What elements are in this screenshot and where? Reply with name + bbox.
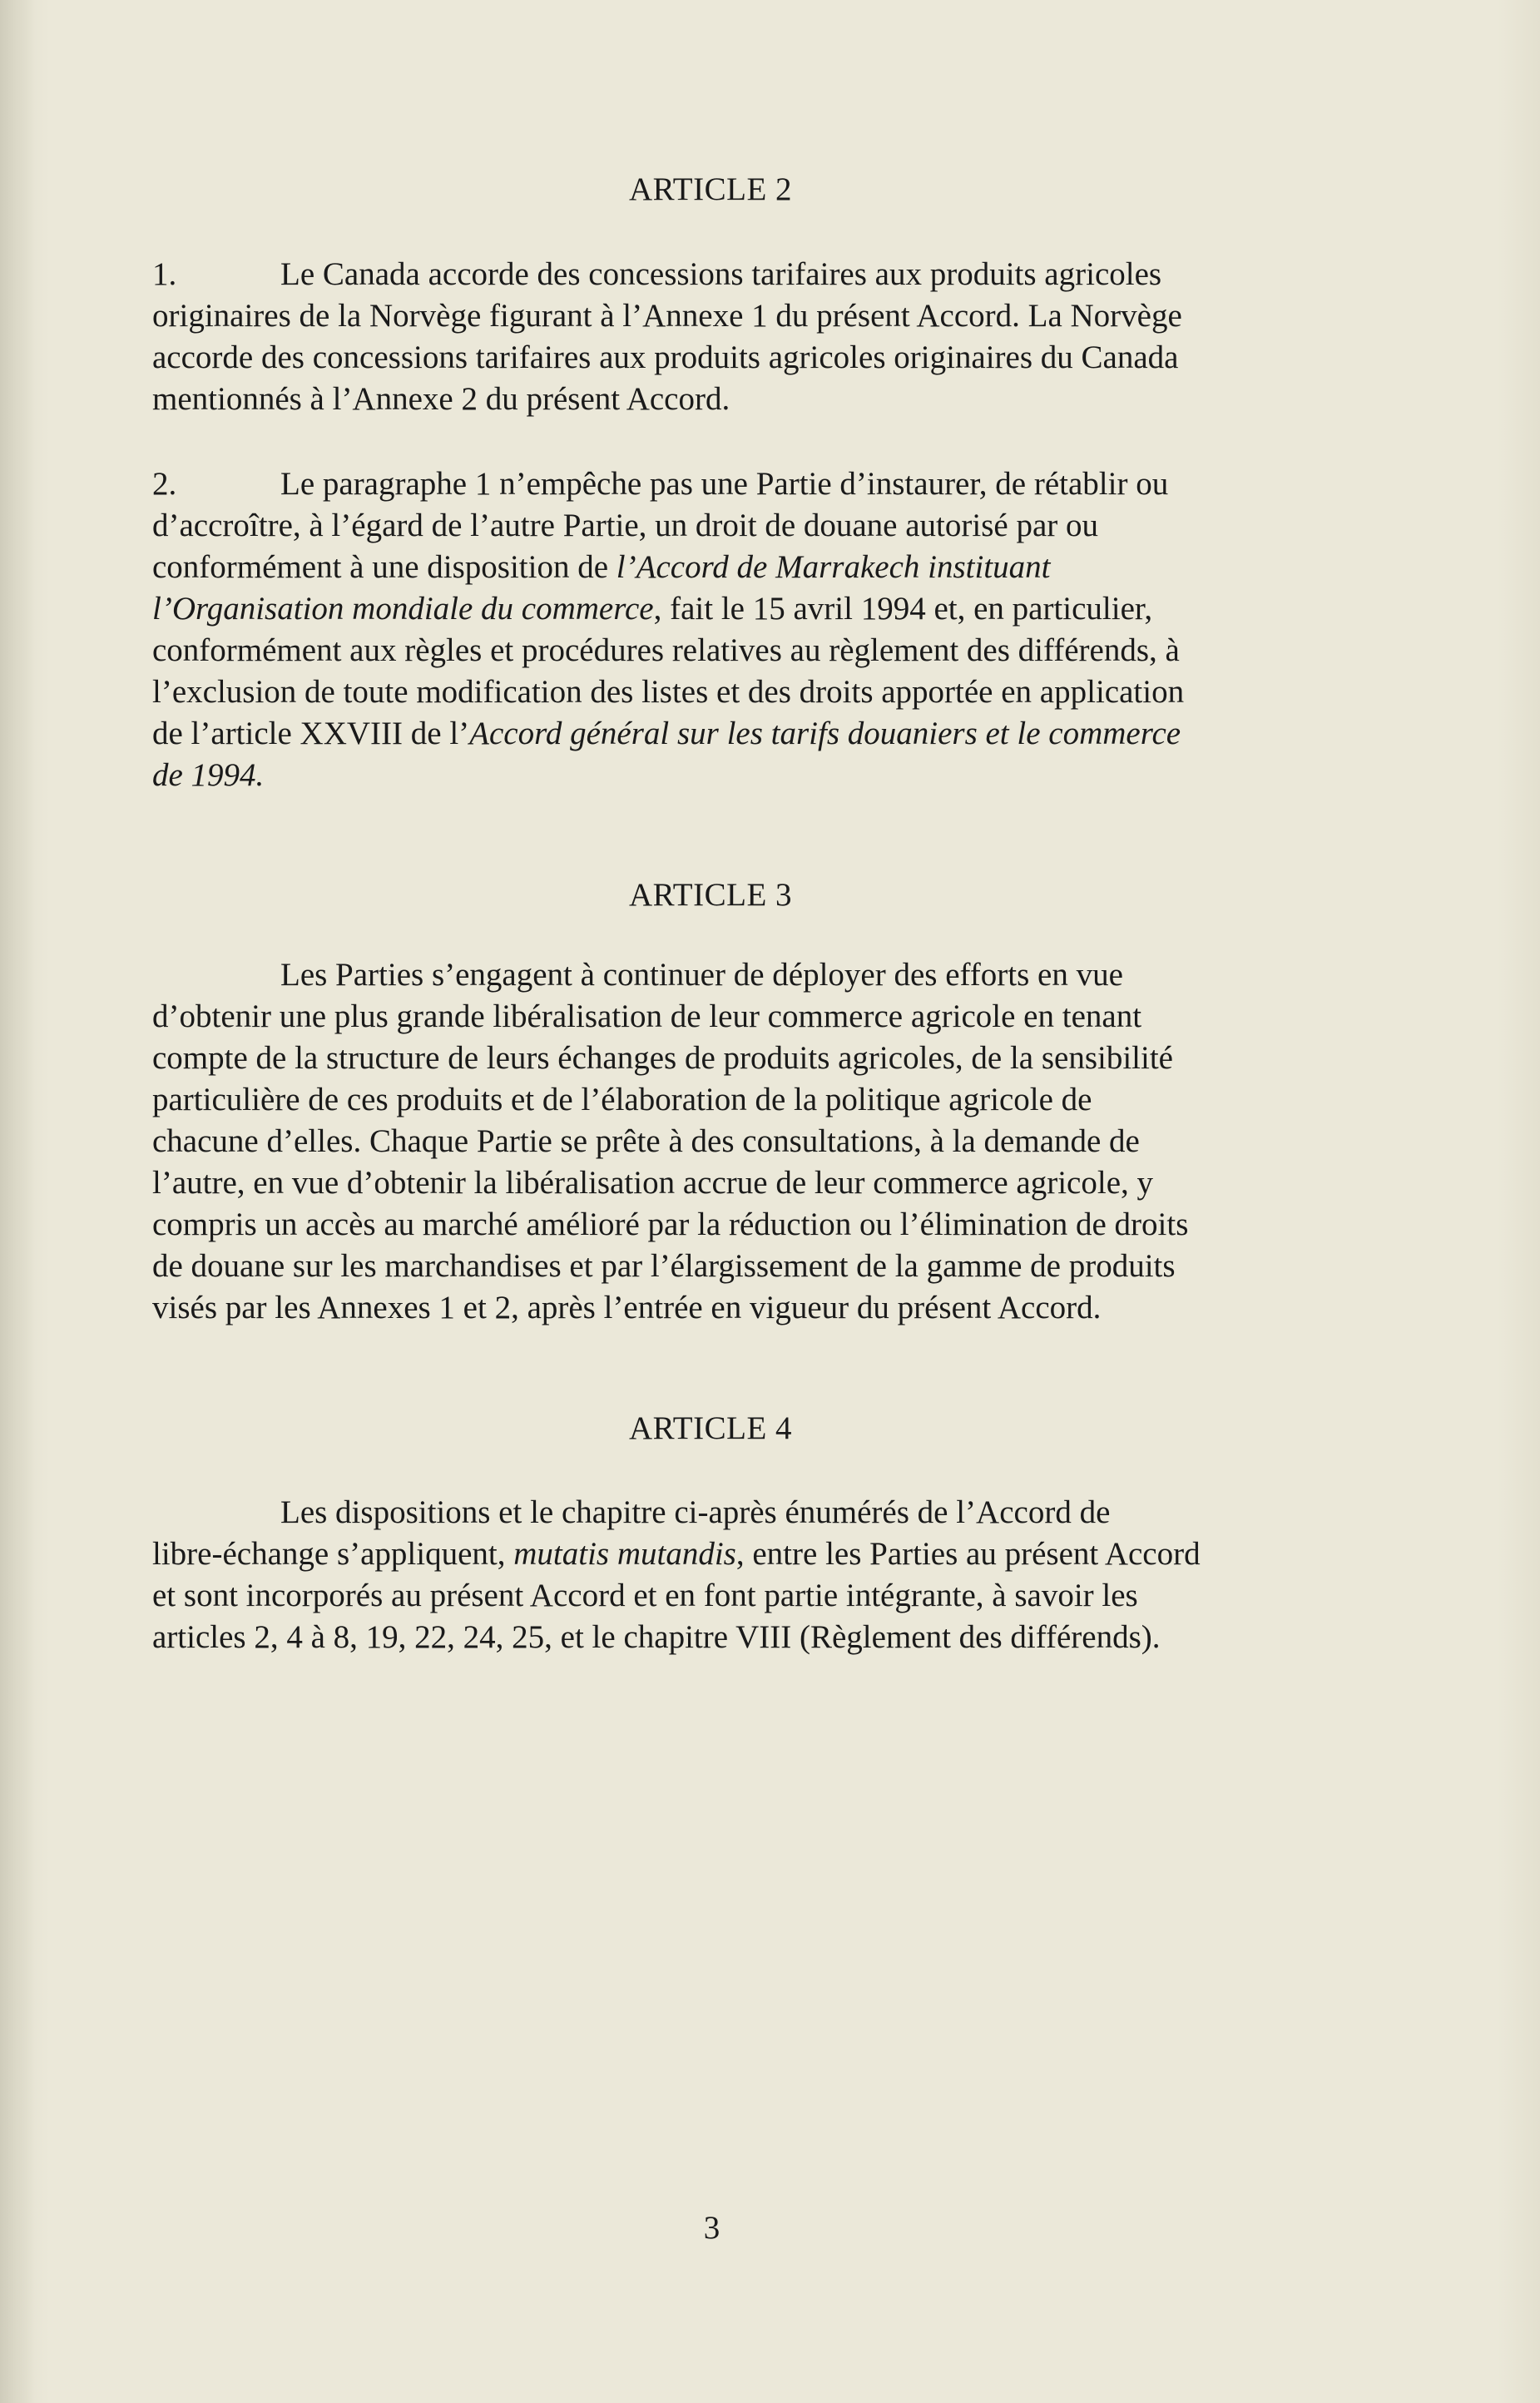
article-2-p2-line-6: l’exclusion de toute modification des listes et des droits apportée en application	[152, 674, 1185, 710]
article-3-line-1: Les Parties s’engagent à continuer de déployer des efforts en vue	[280, 957, 1123, 993]
article-2-p1-line-4: mentionnés à l’Annexe 2 du présent Accord.	[152, 381, 730, 417]
article-3-heading: ARTICLE 3	[628, 877, 793, 913]
article-4-line-4: articles 2, 4 à 8, 19, 22, 24, 25, et le chapitre VIII (Règlement des différends).	[152, 1619, 1161, 1655]
article-2-p2-line-3: conformément à une disposition de l’Accord de Marrakech instituant	[152, 549, 1051, 585]
article-3-line-4: particulière de ces produits et de l’élaboration de la politique agricole de	[152, 1082, 1092, 1117]
article-4-line-2: libre-échange s’appliquent, mutatis mutandis, entre les Parties au présent Accord	[152, 1536, 1201, 1572]
article-2-p2-line-7: de l’article XXVIII de l’Accord général sur les tarifs douaniers et le commerce	[152, 716, 1181, 751]
paragraph-number: 1.	[152, 256, 177, 292]
article-4-heading: ARTICLE 4	[628, 1410, 793, 1446]
article-2-p1-line-3: accorde des concessions tarifaires aux produits agricoles originaires du Canada	[152, 339, 1179, 375]
page-spine-shadow	[0, 0, 35, 2403]
article-2-p2-line-4: l’Organisation mondiale du commerce, fait le 15 avril 1994 et, en particulier,	[152, 591, 1153, 627]
treaty-title-italic: l’Organisation mondiale du commerce	[152, 591, 654, 627]
article-2-p1-line-2: originaires de la Norvège figurant à l’Annexe 1 du présent Accord. La Norvège	[152, 298, 1182, 334]
article-2-paragraph-1	[152, 254, 1296, 420]
treaty-title-italic: l’Accord de Marrakech instituant	[616, 549, 1051, 585]
article-3-line-7: compris un accès au marché amélioré par la réduction ou l’élimination de droits	[152, 1206, 1189, 1242]
article-2-p2-line-5: conformément aux règles et procédures relatives au règlement des différends, à	[152, 632, 1180, 668]
article-4-line-1: Les dispositions et le chapitre ci-après énumérés de l’Accord de	[280, 1494, 1111, 1530]
page-number: 3	[703, 2210, 720, 2246]
article-2-p2-line-1: 2. Le paragraphe 1 n’empêche pas une Partie d’instaurer, de rétablir ou	[152, 463, 1296, 505]
article-3-line-2: d’obtenir une plus grande libéralisation de leur commerce agricole en tenant	[152, 998, 1142, 1034]
article-2-p2-line-2: d’accroître, à l’égard de l’autre Partie, un droit de douane autorisé par ou	[152, 508, 1098, 543]
article-2-p1-line-1: 1. Le Canada accorde des concessions tarifaires aux produits agricoles	[152, 254, 1296, 295]
article-3-line-9: visés par les Annexes 1 et 2, après l’entrée en vigueur du présent Accord.	[152, 1290, 1102, 1325]
article-4-line-3: et sont incorporés au présent Accord et en font partie intégrante, à savoir les	[152, 1578, 1138, 1613]
article-3-paragraph	[152, 954, 1296, 1329]
article-3-line-5: chacune d’elles. Chaque Partie se prête à des consultations, à la demande de	[152, 1123, 1140, 1159]
article-3-line-6: l’autre, en vue d’obtenir la libéralisation accrue de leur commerce agricole, y	[152, 1165, 1154, 1201]
article-4-paragraph	[152, 1492, 1296, 1658]
article-2-paragraph-2	[152, 463, 1296, 796]
latin-phrase-italic: mutatis mutandis	[513, 1536, 736, 1572]
agreement-title-italic: Accord général sur les tarifs douaniers et le commerce	[469, 716, 1181, 751]
paragraph-number: 2.	[152, 466, 177, 502]
article-2-heading: ARTICLE 2	[628, 171, 793, 207]
article-3-line-8: de douane sur les marchandises et par l’élargissement de la gamme de produits	[152, 1248, 1176, 1284]
article-3-line-3: compte de la structure de leurs échanges de produits agricoles, de la sensibilité	[152, 1040, 1173, 1076]
article-2-p2-line-8: de 1994.	[152, 757, 265, 793]
